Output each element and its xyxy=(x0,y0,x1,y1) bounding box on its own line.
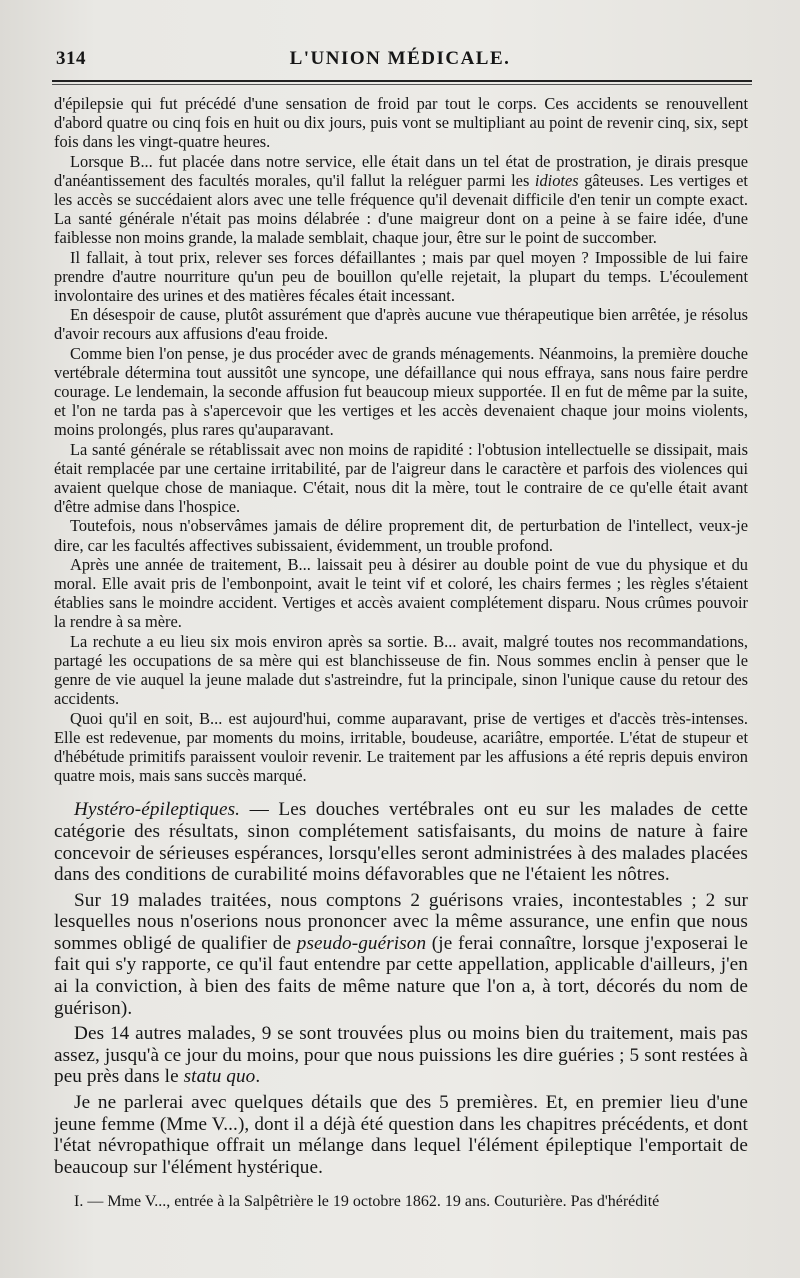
text-run: gâteuses. Les vertiges et les accès se succédaient alors avec une telle fréquence qu'il devenait difficile d'en tenir un compte exact. La santé générale n'était pas moins délabrée : d'une maigreur dont on a peine à se faire idée, d'une faiblesse non moins grande, la malade semblait, chaque jour, être sur le point de succomber. xyxy=(54,170,748,248)
paragraph: La rechute a eu lieu six mois environ après sa sortie. B... avait, malgré toutes nos recommandations, partagé les occupations de sa mère qui est blanchisseuse de fin. Nous sommes enclin à penser que le genre de vie auquel la jeune malade dut s'astreindre, fut la principale, sinon l'unique cause du retour des accidents. xyxy=(54,631,748,709)
section-heading: Hystéro-épileptiques. xyxy=(74,799,241,821)
journal-title: L'UNION MÉDICALE. xyxy=(289,48,511,69)
text-run: (je ferai connaître, lorsque j'exposerai le fait qui s'y rapporte, ce qu'il faut entendre par cette appellation, applicable d'ailleurs, j'en ai la conviction, à bien des faits de même nature que l'on a, à tort, décorés du nom de guérison). xyxy=(54,932,748,1019)
hystero-epileptic-section xyxy=(54,799,748,1178)
italic-term: idiotes xyxy=(534,170,579,190)
paragraph: En désespoir de cause, plutôt assurément que d'après aucune vue thérapeutique bien arrêtée, je résolus d'avoir recours aux affusions d'eau froide. xyxy=(54,305,748,344)
header-rule xyxy=(52,80,752,82)
case-footnote: I. — Mme V..., entrée à la Salpêtrière le 19 octobre 1862. 19 ans. Couturière. Pas d'hérédité xyxy=(74,1193,660,1211)
paragraph: d'épilepsie qui fut précédé d'une sensation de froid par tout le corps. Ces accidents se renouvellent d'abord quatre ou cinq fois en huit ou dix jours, puis vont se multipliant au point de revenir cinq, six, sept fois dans les vingt-quatre heures. xyxy=(54,94,748,152)
paragraph xyxy=(54,890,748,1020)
paragraph: Je ne parlerai avec quelques détails que des 5 premières. Et, en premier lieu d'une jeune femme (Mme V...), dont il a déjà été question dans les chapitres précédents, et dont l'état névropathique offrait un mélange dans lequel l'élément épileptique l'emportait de beaucoup sur l'élément hystérique. xyxy=(54,1092,748,1178)
paragraph: Toutefois, nous n'observâmes jamais de délire proprement dit, de perturbation de l'intellect, veux-je dire, car les facultés affectives subissaient, évidemment, un trouble profond. xyxy=(54,516,748,555)
text-run: Des 14 autres malades, 9 se sont trouvées plus ou moins bien du traitement, mais pas assez, jusqu'à ce jour du moins, pour que nous puissions les dire guéries ; 5 sont restées à peu près dans le xyxy=(54,1023,748,1088)
page-number: 314 xyxy=(56,48,86,69)
paragraph xyxy=(54,152,748,248)
paragraph: Il fallait, à tout prix, relever ses forces défaillantes ; mais par quel moyen ? Impossible de lui faire prendre d'autre nourriture qu'un peu de bouillon qu'elle rejetait, la plupart du temps. L'écoulement involontaire des urines et des matières fécales était incessant. xyxy=(54,247,748,306)
paragraph: Après une année de traitement, B... laissait peu à désirer au double point de vue du physique et du moral. Elle avait pris de l'embonpoint, avait le teint vif et coloré, les chairs fermes ; les règles s'étaient établies sans le moindre accident. Vertiges et accès avaient complétement disparu. Nous crûmes pouvoir la rendre à sa mère. xyxy=(54,554,748,632)
header-rule-thin xyxy=(52,84,752,85)
running-header xyxy=(52,44,748,74)
text-run: — Les douches vertébrales ont eu sur les malades de cette catégorie des résultats, sinon complétement satisfaisants, du moins de nature à faire concevoir de sérieuses espérances, lorsqu'elles seront administrées à des malades placées dans des conditions de curabilité moins défavorables que ne l'étaient les nôtres. xyxy=(54,799,748,886)
page-body xyxy=(54,94,748,1211)
paragraph xyxy=(54,1023,748,1088)
text-run: Sur 19 malades traitées, nous comptons 2 guérisons vraies, incontestables ; 2 sur lesquelles nous n'oserions nous prononcer avec la même assurance, une enfin que nous sommes obligé de qualifier de xyxy=(54,889,748,954)
text-run: . xyxy=(255,1066,261,1088)
paragraph: Comme bien l'on pense, je dus procéder avec de grands ménagements. Néanmoins, la première douche vertébrale détermina tout aussitôt une syncope, une défaillance qui nous effraya, sans nous faire perdre courage. Le lendemain, la seconde affusion fut beaucoup mieux supportée. Il en fut de même par la suite, et l'on ne tarda pas à s'apercevoir que les vertiges et les accès devenaient chaque jour moins violents, moins prolongés, plus rares qu'auparavant. xyxy=(54,343,748,440)
paragraph xyxy=(54,799,748,885)
paragraph: Quoi qu'il en soit, B... est aujourd'hui, comme auparavant, prise de vertiges et d'accès très-intenses. Elle est redevenue, par moments du moins, irritable, boudeuse, acariâtre, emportée. L'état de stupeur et d'hébétude primitifs paraissent vouloir revenir. Le traitement par les affusions a été repris depuis environ quatre mois, mais sans succès marqué. xyxy=(54,708,748,786)
italic-term: statu quo xyxy=(183,1066,256,1088)
italic-term: pseudo-guérison xyxy=(296,932,427,954)
paragraph: La santé générale se rétablissait avec non moins de rapidité : l'obtusion intellectuelle se dissipait, mais était remplacée par une certaine irritabilité, par de l'aigreur dans le caractère et parfois des violences qui avaient quelque chose de maniaque. C'était, nous dit la mère, tout le contraire de ce qu'elle était avant d'être admise dans l'hospice. xyxy=(54,439,748,517)
case-continuation xyxy=(54,94,748,785)
text-run: Lorsque B... fut placée dans notre service, elle était dans un tel état de prostration, je dirais presque d'anéantissement des facultés morales, qu'il fallut la reléguer parmi les xyxy=(54,151,748,190)
